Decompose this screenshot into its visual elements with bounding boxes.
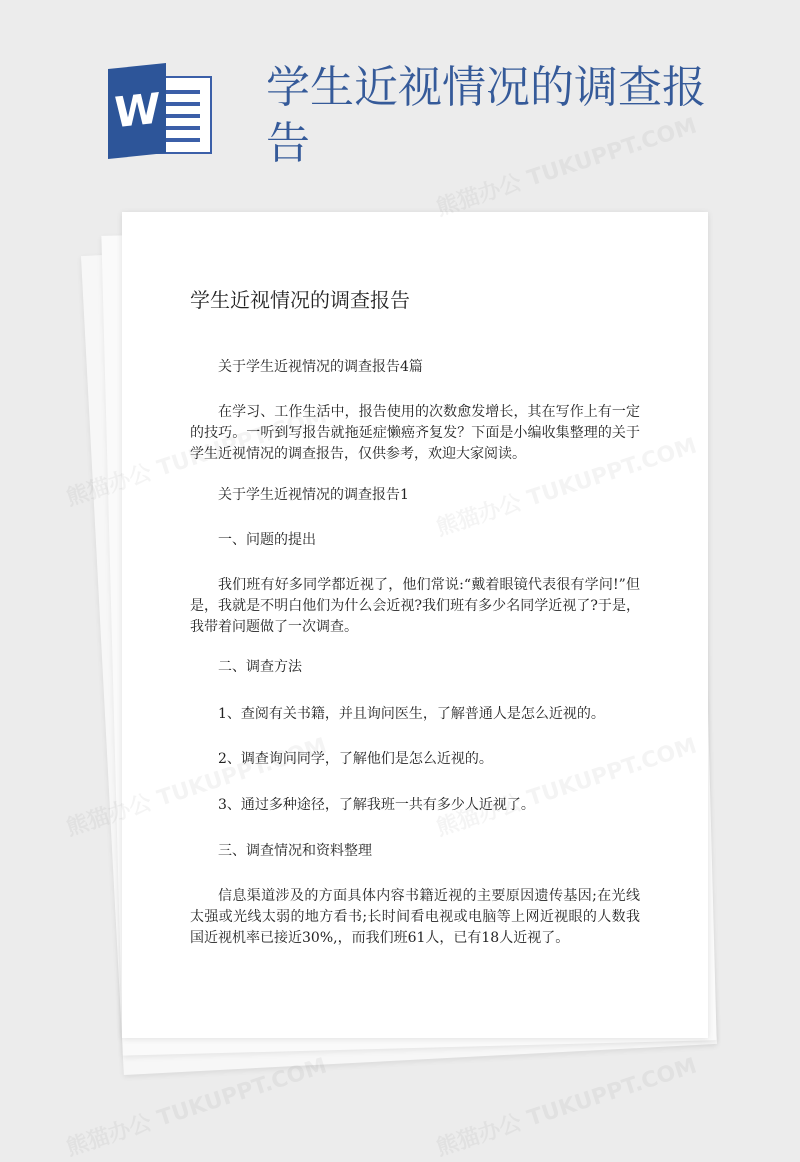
text-line-icon — [160, 126, 200, 130]
paragraph: 关于学生近视情况的调查报告1 — [218, 487, 409, 503]
text-line-icon — [160, 102, 200, 106]
text-line-icon — [160, 90, 200, 94]
document-heading: 学生近视情况的调查报告 — [190, 288, 410, 312]
paragraph: 我们班有好多同学都近视了，他们常说:“戴着眼镜代表很有学问!”但是，我就是不明白他们为什么会近视?我们班有多少名同学近视了?于是，我带着问题做了一次调查。 — [190, 577, 640, 635]
paragraph: 信息渠道涉及的方面具体内容书籍近视的主要原因遗传基因;在光线太强或光线太弱的地方看书;长时间看电视或电脑等上网近视眼的人数我国近视机率已接近30%,，而我们班61人，已有18人近视了。 — [190, 888, 640, 946]
watermark — [432, 1049, 700, 1162]
list-item: 1、查阅有关书籍，并且询问医生，了解普通人是怎么近视的。 — [218, 706, 605, 722]
word-doc-icon — [108, 62, 216, 158]
section-heading: 一、问题的提出 — [218, 532, 316, 548]
document-page — [122, 212, 708, 1038]
list-item: 2、调查询问同学，了解他们是怎么近视的。 — [218, 751, 493, 767]
text-line-icon — [160, 114, 200, 118]
list-item: 3、通过多种途径，了解我班一共有多少人近视了。 — [218, 797, 535, 813]
page-title: 学生近视情况的调查报告 — [266, 62, 706, 169]
text-line-icon — [160, 138, 200, 142]
paragraph: 在学习、工作生活中，报告使用的次数愈发增长，其在写作上有一定的技巧。一听到写报告就拖延症懒癌齐复发？下面是小编收集整理的关于学生近视情况的调查报告，仅供参考，欢迎大家阅读。 — [190, 404, 640, 462]
paragraph: 关于学生近视情况的调查报告4篇 — [218, 359, 423, 375]
word-letter-icon: W — [108, 63, 166, 159]
section-heading: 三、调查情况和资料整理 — [218, 843, 372, 859]
section-heading: 二、调查方法 — [218, 659, 302, 675]
